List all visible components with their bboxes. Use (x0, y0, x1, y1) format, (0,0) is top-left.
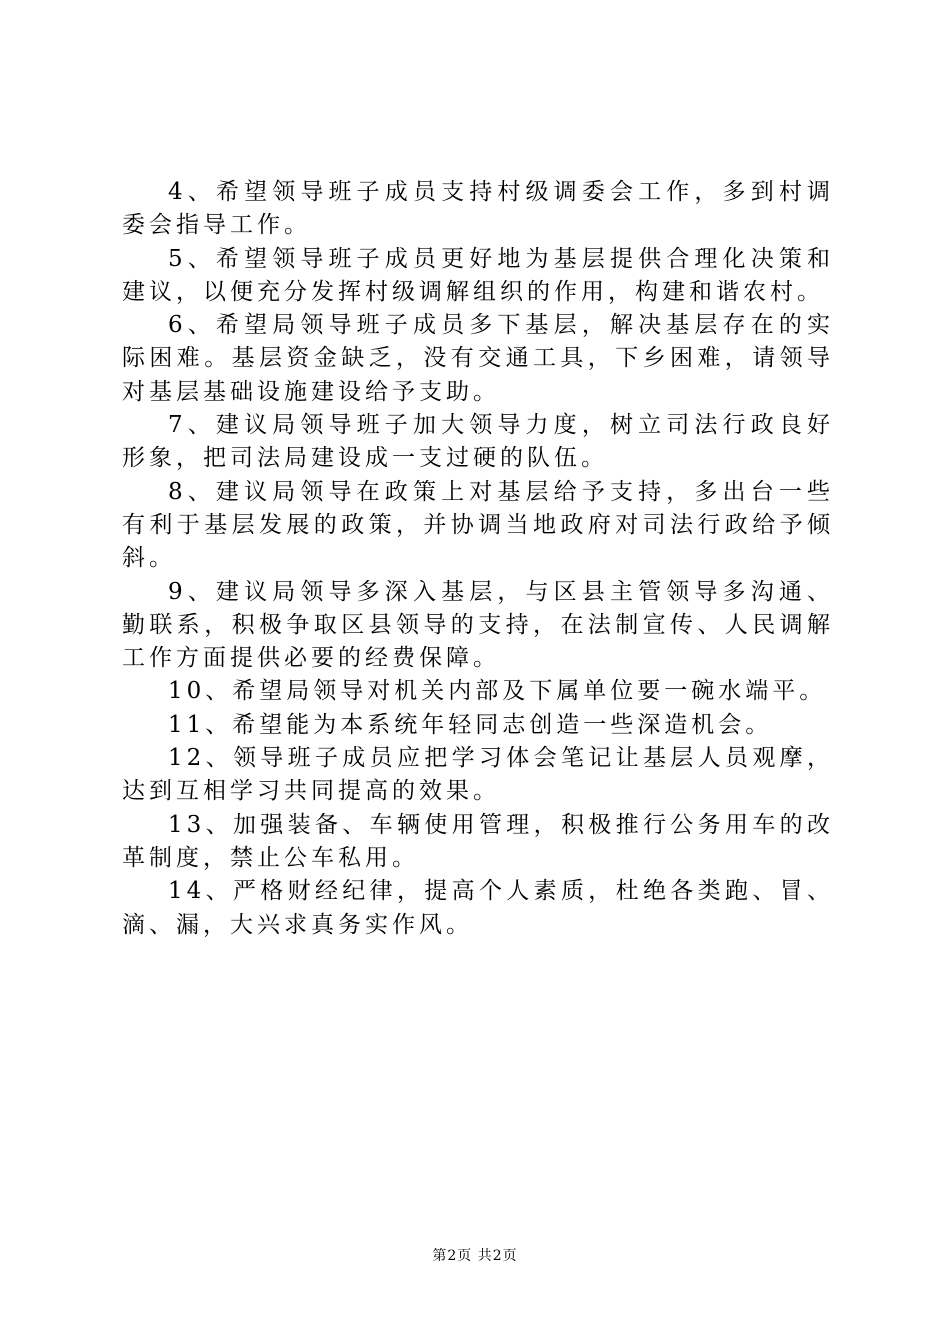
paragraph-item-8: 8、建议局领导在政策上对基层给予支持，多出台一些有利于基层发展的政策，并协调当地政府对司法行政给予倾斜。 (122, 478, 834, 572)
document-body (122, 176, 834, 942)
paragraph-item-12: 12、领导班子成员应把学习体会笔记让基层人员观摩，达到互相学习共同提高的效果。 (122, 745, 834, 805)
paragraph-item-13: 13、加强装备、车辆使用管理，积极推行公务用车的改革制度，禁止公车私用。 (122, 811, 834, 871)
paragraph-item-14: 14、严格财经纪律，提高个人素质，杜绝各类跑、冒、滴、漏，大兴求真务实作风。 (122, 878, 834, 938)
paragraph-item-7: 7、建议局领导班子加大领导力度，树立司法行政良好形象，把司法局建设成一支过硬的队伍。 (122, 412, 834, 472)
paragraph-item-10: 10、希望局领导对机关内部及下属单位要一碗水端平。 (168, 678, 827, 705)
paragraph-item-5: 5、希望领导班子成员更好地为基层提供合理化决策和建议，以便充分发挥村级调解组织的作用，构建和谐农村。 (122, 245, 834, 305)
paragraph-item-9: 9、建议局领导多深入基层，与区县主管领导多沟通、勤联系，积极争取区县领导的支持，在法制宣传、人民调解工作方面提供必要的经费保障。 (122, 578, 834, 672)
page-number-footer: 第2页 共2页 (432, 1248, 518, 1264)
paragraph-item-6: 6、希望局领导班子成员多下基层，解决基层存在的实际困难。基层资金缺乏，没有交通工具，下乡困难，请领导对基层基础设施建设给予支助。 (122, 312, 834, 405)
paragraph-item-4: 4、希望领导班子成员支持村级调委会工作，多到村调委会指导工作。 (122, 179, 834, 239)
paragraph-item-11: 11、希望能为本系统年轻同志创造一些深造机会。 (168, 711, 773, 738)
